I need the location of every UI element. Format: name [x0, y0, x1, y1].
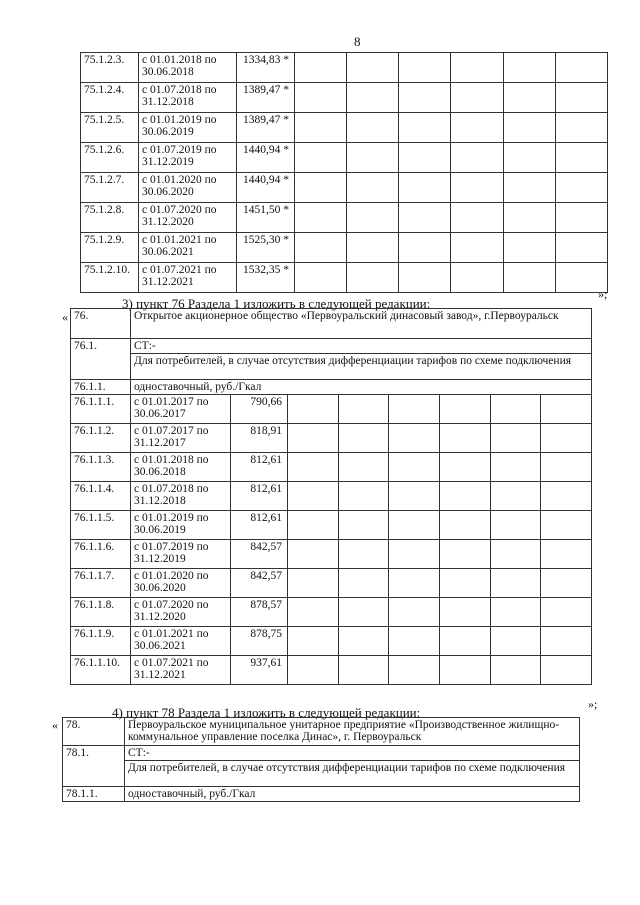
row-period: с 01.07.2020 по 31.12.2020	[131, 598, 231, 627]
empty-cell	[347, 113, 399, 143]
empty-cell	[288, 598, 339, 627]
row-period: с 01.07.2019 по 31.12.2019	[131, 540, 231, 569]
row-code: 76.1.1.9.	[71, 627, 131, 656]
empty-cell	[439, 424, 490, 453]
row-value: 1334,83 *	[237, 53, 295, 83]
row-code: 75.1.2.7.	[81, 173, 139, 203]
row-value: 1525,30 *	[237, 233, 295, 263]
table-row	[71, 627, 592, 656]
empty-cell	[389, 627, 440, 656]
empty-cell	[288, 656, 339, 685]
row-period: с 01.01.2018 по 30.06.2018	[131, 453, 231, 482]
row-period: с 01.07.2020 по 31.12.2020	[139, 203, 237, 233]
table-row	[71, 598, 592, 627]
empty-cell	[503, 113, 555, 143]
empty-cell	[389, 656, 440, 685]
empty-cell	[399, 143, 451, 173]
table-row	[71, 453, 592, 482]
empty-cell	[490, 511, 541, 540]
row-value: 842,57	[231, 540, 288, 569]
empty-cell	[338, 540, 389, 569]
empty-cell	[490, 395, 541, 424]
tariff-table-78	[62, 717, 580, 802]
empty-cell	[389, 453, 440, 482]
empty-cell	[490, 424, 541, 453]
row-value: 812,61	[231, 511, 288, 540]
st-code: 76.1.	[71, 339, 131, 380]
row-code: 75.1.2.10.	[81, 263, 139, 293]
rate-code: 78.1.1.	[63, 787, 125, 802]
open-quote-78: «	[52, 718, 58, 732]
row-period: с 01.01.2021 по 30.06.2021	[139, 233, 237, 263]
empty-cell	[338, 627, 389, 656]
empty-cell	[295, 203, 347, 233]
org-name: Первоуральское муниципальное унитарное предприятие «Производственное жилищно-коммунальное управление поселка Динас», г. Первоуральск	[125, 718, 580, 746]
org-row-76	[71, 309, 592, 339]
empty-cell	[503, 233, 555, 263]
st-code: 78.1.	[63, 746, 125, 787]
empty-cell	[439, 627, 490, 656]
empty-cell	[503, 53, 555, 83]
empty-cell	[439, 395, 490, 424]
empty-cell	[389, 482, 440, 511]
tariff-table-75	[80, 52, 608, 293]
consumers-row-76	[71, 354, 592, 380]
empty-cell	[338, 395, 389, 424]
empty-cell	[451, 143, 503, 173]
section-3-heading: 3) пункт 76 Раздела 1 изложить в следующей редакции:	[122, 296, 431, 311]
table-row	[81, 83, 608, 113]
empty-cell	[389, 424, 440, 453]
row-code: 75.1.2.3.	[81, 53, 139, 83]
st-label: СТ:-	[125, 746, 580, 761]
empty-cell	[347, 203, 399, 233]
row-value: 1389,47 *	[237, 83, 295, 113]
row-value: 1389,47 *	[237, 113, 295, 143]
row-period: с 01.07.2019 по 31.12.2019	[139, 143, 237, 173]
row-value: 1440,94 *	[237, 173, 295, 203]
row-period: с 01.01.2019 по 30.06.2019	[139, 113, 237, 143]
empty-cell	[490, 569, 541, 598]
empty-cell	[347, 83, 399, 113]
empty-cell	[295, 263, 347, 293]
org-code: 76.	[71, 309, 131, 339]
row-value: 1451,50 *	[237, 203, 295, 233]
empty-cell	[555, 113, 607, 143]
table-row	[81, 143, 608, 173]
row-code: 76.1.1.2.	[71, 424, 131, 453]
row-period: с 01.07.2017 по 31.12.2017	[131, 424, 231, 453]
st-row-78	[63, 746, 580, 761]
empty-cell	[288, 482, 339, 511]
empty-cell	[555, 203, 607, 233]
empty-cell	[541, 627, 592, 656]
empty-cell	[439, 540, 490, 569]
empty-cell	[555, 143, 607, 173]
empty-cell	[541, 482, 592, 511]
rate-row-76	[71, 380, 592, 395]
empty-cell	[541, 511, 592, 540]
row-code: 75.1.2.5.	[81, 113, 139, 143]
table-row	[81, 203, 608, 233]
row-period: с 01.01.2018 по 30.06.2018	[139, 53, 237, 83]
row-code: 75.1.2.6.	[81, 143, 139, 173]
section-4-heading: 4) пункт 78 Раздела 1 изложить в следующей редакции:	[112, 705, 421, 720]
table-row	[81, 113, 608, 143]
row-value: 812,61	[231, 453, 288, 482]
empty-cell	[399, 53, 451, 83]
row-period: с 01.01.2020 по 30.06.2020	[131, 569, 231, 598]
consumers-row-78	[63, 761, 580, 787]
table-row	[71, 511, 592, 540]
empty-cell	[439, 656, 490, 685]
empty-cell	[399, 263, 451, 293]
empty-cell	[295, 143, 347, 173]
empty-cell	[288, 395, 339, 424]
empty-cell	[541, 656, 592, 685]
tariff-table-76	[70, 308, 592, 685]
closing-quote-75: »;	[598, 287, 608, 301]
empty-cell	[347, 53, 399, 83]
empty-cell	[439, 453, 490, 482]
empty-cell	[338, 453, 389, 482]
row-value: 1440,94 *	[237, 143, 295, 173]
row-value: 790,66	[231, 395, 288, 424]
empty-cell	[288, 511, 339, 540]
table-row	[71, 656, 592, 685]
empty-cell	[338, 656, 389, 685]
empty-cell	[389, 511, 440, 540]
empty-cell	[338, 482, 389, 511]
empty-cell	[399, 173, 451, 203]
row-value: 878,75	[231, 627, 288, 656]
empty-cell	[295, 173, 347, 203]
empty-cell	[295, 233, 347, 263]
table-row	[81, 53, 608, 83]
empty-cell	[389, 569, 440, 598]
row-code: 76.1.1.7.	[71, 569, 131, 598]
table-row	[71, 424, 592, 453]
empty-cell	[503, 203, 555, 233]
empty-cell	[555, 53, 607, 83]
row-period: с 01.01.2017 по 30.06.2017	[131, 395, 231, 424]
empty-cell	[338, 569, 389, 598]
row-period: с 01.07.2021 по 31.12.2021	[131, 656, 231, 685]
empty-cell	[347, 263, 399, 293]
empty-cell	[439, 569, 490, 598]
row-period: с 01.07.2021 по 31.12.2021	[139, 263, 237, 293]
empty-cell	[503, 83, 555, 113]
empty-cell	[451, 203, 503, 233]
table-row	[81, 263, 608, 293]
consumers-text: Для потребителей, в случае отсутствия дифференциации тарифов по схеме подключения	[131, 354, 592, 380]
table-row	[71, 482, 592, 511]
empty-cell	[399, 83, 451, 113]
closing-quote-76: »;	[588, 697, 598, 711]
row-code: 76.1.1.8.	[71, 598, 131, 627]
empty-cell	[541, 540, 592, 569]
empty-cell	[439, 511, 490, 540]
open-quote-76: «	[62, 310, 68, 324]
empty-cell	[503, 173, 555, 203]
empty-cell	[389, 395, 440, 424]
empty-cell	[451, 113, 503, 143]
row-period: с 01.07.2018 по 31.12.2018	[139, 83, 237, 113]
empty-cell	[389, 540, 440, 569]
empty-cell	[338, 598, 389, 627]
empty-cell	[295, 53, 347, 83]
page-number: 8	[354, 34, 361, 49]
row-code: 75.1.2.8.	[81, 203, 139, 233]
table-row	[81, 233, 608, 263]
row-code: 76.1.1.6.	[71, 540, 131, 569]
row-period: с 01.07.2018 по 31.12.2018	[131, 482, 231, 511]
empty-cell	[338, 424, 389, 453]
row-value: 937,61	[231, 656, 288, 685]
empty-cell	[451, 263, 503, 293]
empty-cell	[541, 424, 592, 453]
table-row	[71, 569, 592, 598]
row-code: 75.1.2.4.	[81, 83, 139, 113]
rate-label: одноставочный, руб./Гкал	[131, 380, 592, 395]
empty-cell	[490, 627, 541, 656]
table-row	[71, 540, 592, 569]
empty-cell	[541, 453, 592, 482]
row-code: 76.1.1.1.	[71, 395, 131, 424]
empty-cell	[490, 540, 541, 569]
rate-label: одноставочный, руб./Гкал	[125, 787, 580, 802]
empty-cell	[541, 598, 592, 627]
empty-cell	[541, 395, 592, 424]
empty-cell	[288, 540, 339, 569]
st-row-76	[71, 339, 592, 354]
empty-cell	[555, 173, 607, 203]
empty-cell	[490, 482, 541, 511]
empty-cell	[347, 233, 399, 263]
empty-cell	[338, 511, 389, 540]
row-code: 76.1.1.4.	[71, 482, 131, 511]
empty-cell	[541, 569, 592, 598]
empty-cell	[288, 569, 339, 598]
empty-cell	[295, 83, 347, 113]
empty-cell	[451, 173, 503, 203]
empty-cell	[490, 656, 541, 685]
row-value: 812,61	[231, 482, 288, 511]
empty-cell	[503, 143, 555, 173]
empty-cell	[347, 173, 399, 203]
table-row	[71, 395, 592, 424]
consumers-text: Для потребителей, в случае отсутствия дифференциации тарифов по схеме подключения	[125, 761, 580, 787]
empty-cell	[389, 598, 440, 627]
row-value: 818,91	[231, 424, 288, 453]
empty-cell	[399, 203, 451, 233]
empty-cell	[288, 424, 339, 453]
empty-cell	[555, 233, 607, 263]
rate-code: 76.1.1.	[71, 380, 131, 395]
empty-cell	[490, 598, 541, 627]
empty-cell	[439, 482, 490, 511]
st-label: СТ:-	[131, 339, 592, 354]
row-value: 878,57	[231, 598, 288, 627]
row-code: 76.1.1.3.	[71, 453, 131, 482]
row-period: с 01.01.2019 по 30.06.2019	[131, 511, 231, 540]
row-value: 842,57	[231, 569, 288, 598]
empty-cell	[288, 453, 339, 482]
org-row-78	[63, 718, 580, 746]
row-code: 75.1.2.9.	[81, 233, 139, 263]
row-code: 76.1.1.5.	[71, 511, 131, 540]
table-row	[81, 173, 608, 203]
row-code: 76.1.1.10.	[71, 656, 131, 685]
empty-cell	[347, 143, 399, 173]
empty-cell	[503, 263, 555, 293]
org-code: 78.	[63, 718, 125, 746]
empty-cell	[399, 113, 451, 143]
empty-cell	[555, 83, 607, 113]
empty-cell	[490, 453, 541, 482]
empty-cell	[451, 83, 503, 113]
row-period: с 01.01.2020 по 30.06.2020	[139, 173, 237, 203]
empty-cell	[451, 53, 503, 83]
empty-cell	[451, 233, 503, 263]
org-name: Открытое акционерное общество «Первоуральский динасовый завод», г.Первоуральск	[131, 309, 592, 339]
row-period: с 01.01.2021 по 30.06.2021	[131, 627, 231, 656]
empty-cell	[399, 233, 451, 263]
rate-row-78	[63, 787, 580, 802]
empty-cell	[439, 598, 490, 627]
empty-cell	[295, 113, 347, 143]
empty-cell	[288, 627, 339, 656]
row-value: 1532,35 *	[237, 263, 295, 293]
